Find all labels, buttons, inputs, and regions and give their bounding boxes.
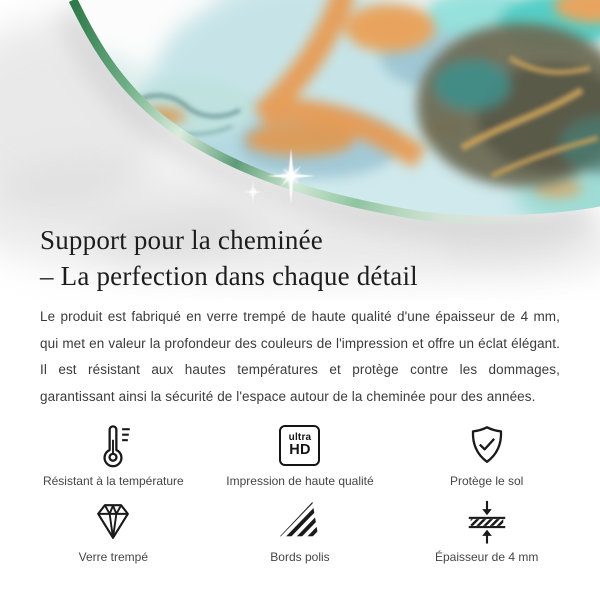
diamond-icon	[81, 500, 145, 544]
feature-print-quality	[207, 424, 394, 488]
feature-temperature	[20, 424, 207, 488]
shield-check-icon	[455, 424, 519, 468]
page-title	[40, 222, 560, 294]
feature-thickness	[393, 500, 580, 564]
feature-grid	[20, 424, 580, 564]
product-description-text: Le produit est fabriqué en verre trempé de haute qualité d'une épaisseur de 4 mm, qui met en valeur la profondeur des couleurs de l'impression et offre un éclat élégant. Il est résistant aux hautes températures et protège contre les dommages, garantissant ainsi la sécurité de l'espace autour de la cheminée pour des années.	[40, 309, 560, 404]
thermometer-icon	[81, 424, 145, 468]
thickness-icon	[455, 500, 519, 544]
feature-label: Protège le sol	[449, 473, 524, 488]
feature-label: Impression de haute qualité	[226, 473, 374, 488]
feature-label: Épaisseur de 4 mm	[434, 549, 539, 564]
feature-label: Verre trempé	[78, 549, 149, 564]
feature-floor-protection	[393, 424, 580, 488]
title-line-1: Support pour la cheminée	[40, 225, 323, 255]
ultra-hd-icon-text-top: ultra	[288, 432, 312, 443]
ultra-hd-icon	[268, 424, 332, 468]
product-description-section	[40, 222, 560, 564]
polished-edges-icon	[268, 500, 332, 544]
feature-tempered-glass	[20, 500, 207, 564]
ultra-hd-icon-text-bottom: HD	[289, 442, 311, 458]
title-line-2: – La perfection dans chaque détail	[40, 261, 418, 291]
feature-label: Résistant à la température	[42, 473, 184, 488]
feature-polished-edges	[207, 500, 394, 564]
feature-label: Bords polis	[270, 549, 330, 564]
